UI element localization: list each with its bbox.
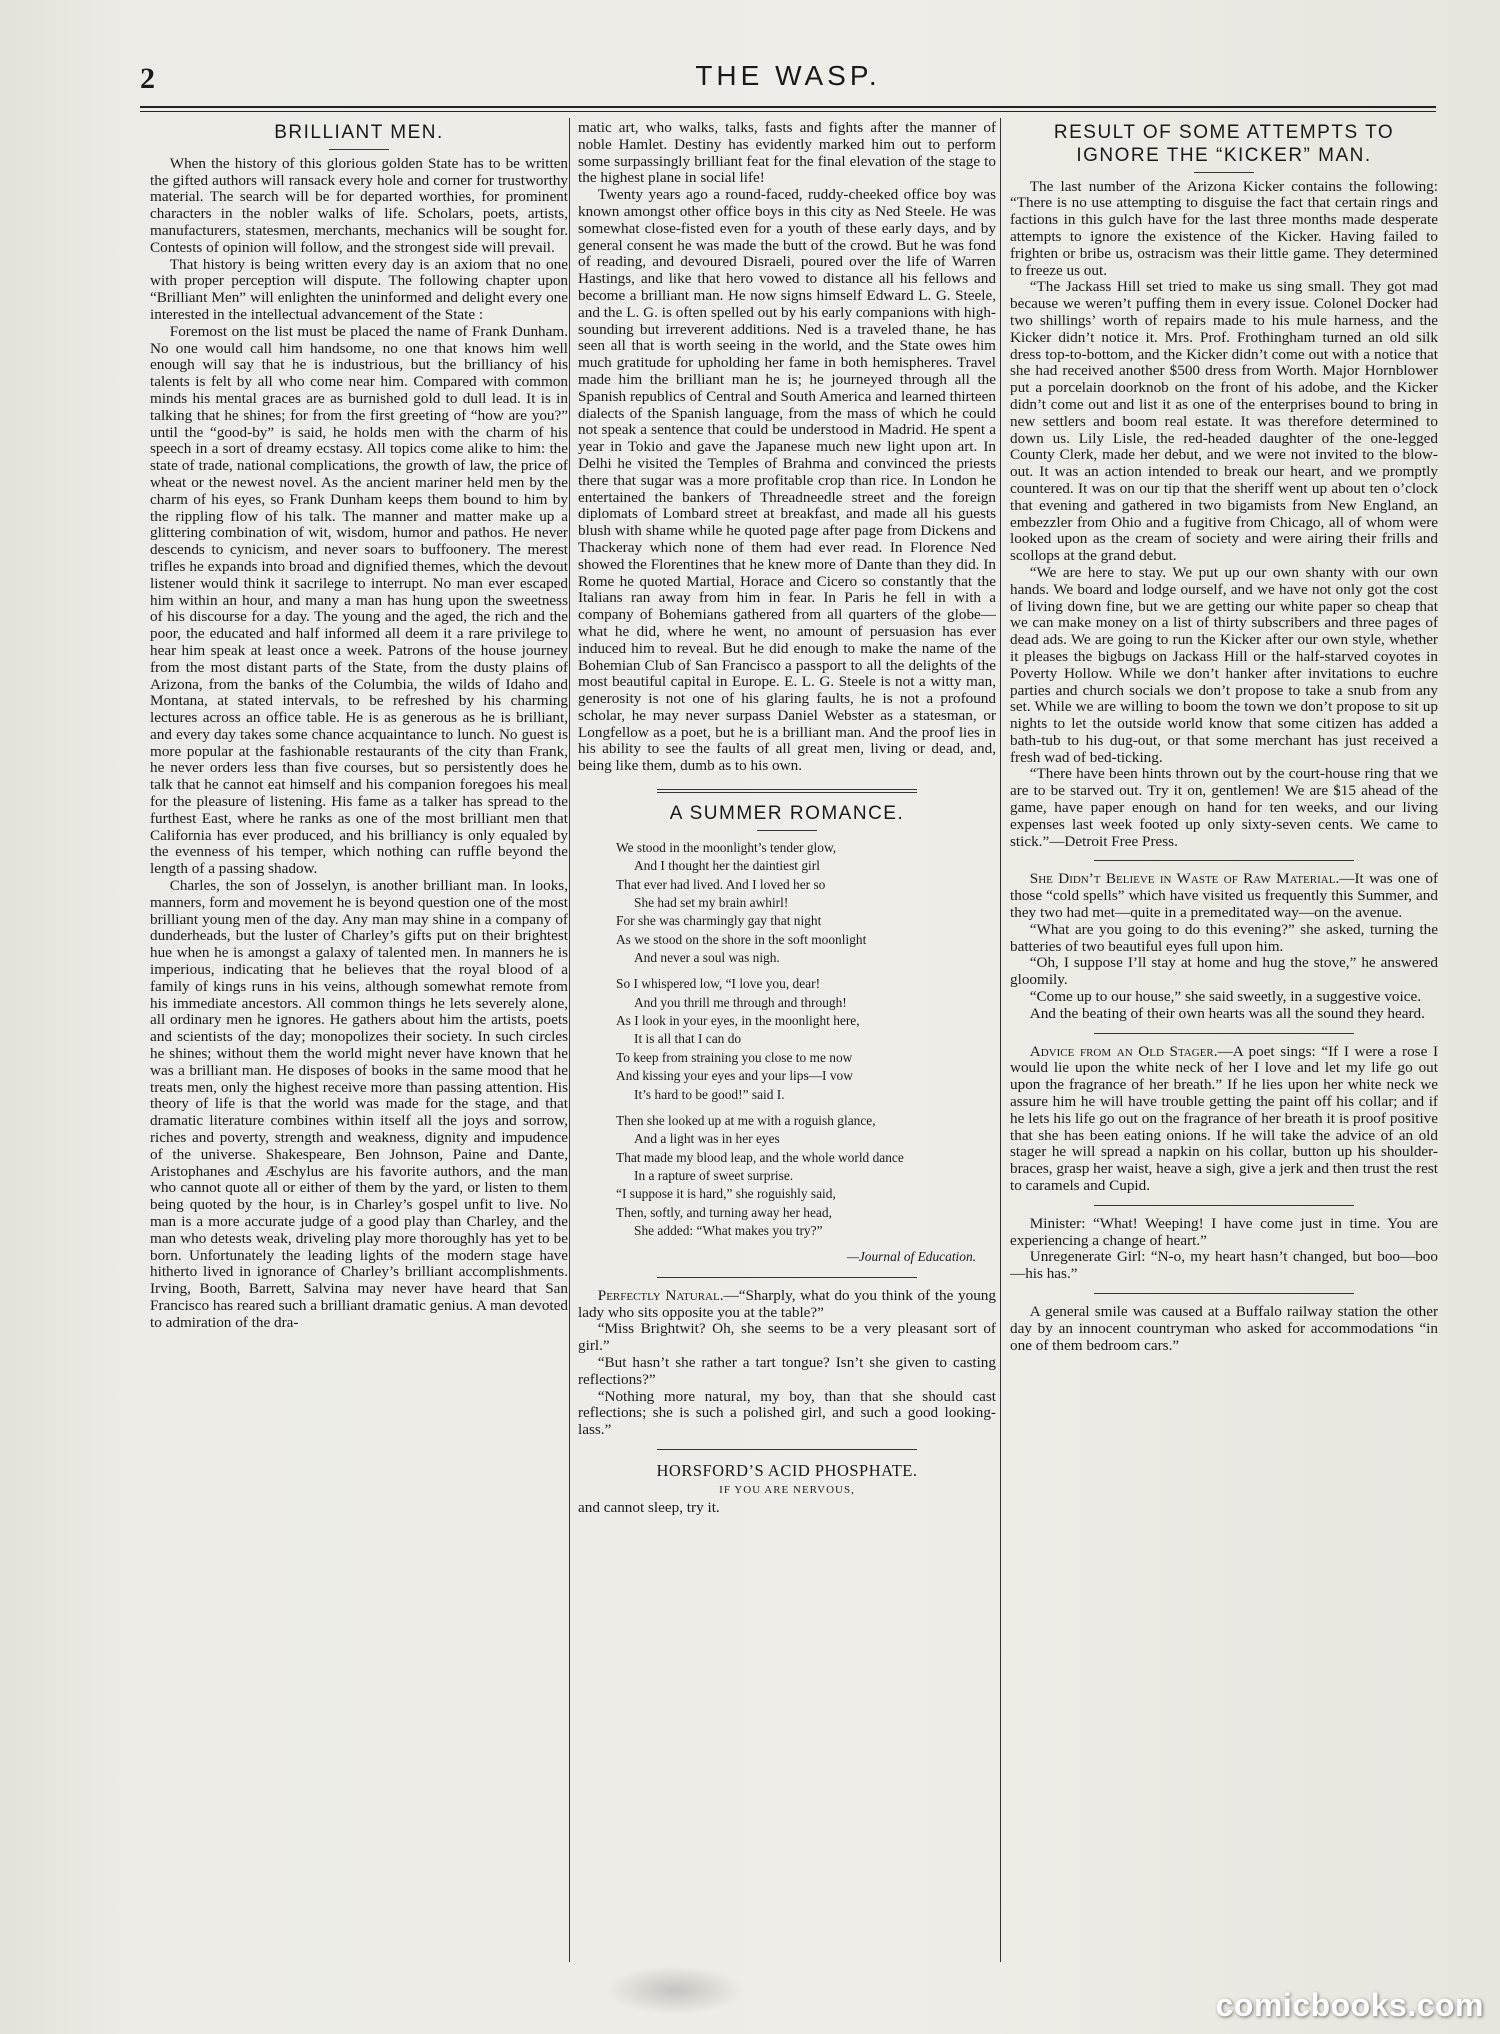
fingerprint-smudge bbox=[605, 1965, 745, 2015]
article-paragraph: Charles, the son of Josselyn, is another brilliant man. In looks, manners, form and movement he is beyond question one of the most brilliant young men of the day. Any man may shine in a company of dunderheads, but the luster of Charley’s gifts put on their brightest hue when he is amongst a galaxy of talented men. In manners he is imperious, indicating that he believes that the royal blood of a family of kings runs in his veins, although somewhat remote from his immediate ancestors. All common things he lets severely alone, all ordinary men he ignores. He gathers about him the artists, poets and scientists of the day; monopolizes their society. In such circles he shines; without them the world might never have known that he was a brilliant man. He disposes of books in the same mood that he treats men, only the highest receive more than passing attention. His theory of life is that the world was made for the stage, and that dramatic literature combines within itself all the joys and sorrow, riches and poverty, strength and weakness, dignity and impudence of the universe. Shakespeare, Ben Johnson, Paine and Dante, Aristophanes and Æschylus are his favorite authors, and the man who cannot quote all or either of them by the yard, or listen to them being quoted by the hour, is in Charley’s gospel unfit to live. No man is a more accurate judge of a good play than Charley, and the man who detests weak, driveling play more thoroughly has yet to be born. Unfortunately the leading lights of the modern stage have hitherto lived in ignorance of Charley’s brilliant accomplishments. Irving, Booth, Barrett, Salvina may never have heard that San Francisco has reared such a brilliant dramatic genius. A man devoted to admiration of the dra- bbox=[150, 877, 568, 1331]
poem-line: And never a soul was nigh. bbox=[634, 950, 780, 966]
page-number: 2 bbox=[140, 62, 155, 95]
article-paragraph: “What are you going to do this evening?” she asked, turning the batteries of two beautiful eyes full upon him. bbox=[1010, 920, 1438, 955]
poem-line: For she was charmingly gay that night bbox=[616, 913, 822, 929]
article-paragraph: “We are here to stay. We put up our own shanty with our own hands. We board and lodge ourself, and we have not only got the cost of living down fine, but we are getting our white paper so cheap that we can make money on a list of thirty subscribers and three pages of dead ads. We are going to run the Kicker after our own style, whether it pleases the bigbugs on Jackass Hill or the half-starved coyotes in Poverty Hollow. While we don’t hanker after invitations to euchre parties and church socials we don’t propose to take a snub from any set. While we are willing to boom the town we don’t propose to sit up nights to let the outside world know that some citizen has added a bath-tub to his dug-out, or that some merchant has just received a fresh wad of bed-ticking. bbox=[1010, 563, 1438, 766]
advertisement-title: HORSFORD’S ACID PHOSPHATE. bbox=[656, 1460, 918, 1480]
section-rule bbox=[1094, 1033, 1354, 1034]
poem-line: As we stood on the shore in the soft moonlight bbox=[616, 931, 867, 947]
poem-line: And a light was in her eyes bbox=[634, 1131, 780, 1147]
poem-line: Then she looked up at me with a roguish glance, bbox=[616, 1112, 876, 1128]
article-paragraph bbox=[578, 1288, 996, 1322]
article-paragraph: “Come up to our house,” she said sweetly, in a suggestive voice. bbox=[1029, 988, 1422, 1006]
article-paragraph: “Nothing more natural, my boy, than that she should cast reflections; she is such a polished girl, and such a good looking-lass.” bbox=[578, 1387, 996, 1439]
title-rule bbox=[1194, 172, 1254, 173]
advertisement-subtitle: IF YOU ARE NERVOUS, bbox=[719, 1484, 855, 1497]
article-title-kicker: RESULT OF SOME ATTEMPTS TO IGNORE THE “KICKER” MAN. bbox=[1053, 122, 1395, 166]
poem-line: That ever had lived. And I loved her so bbox=[616, 876, 826, 892]
article-title-brilliant-men: BRILLIANT MEN. bbox=[274, 122, 444, 143]
article-paragraph bbox=[1010, 1044, 1438, 1195]
poem-line: She had set my brain awhirl! bbox=[634, 894, 789, 910]
article-paragraph bbox=[1010, 871, 1438, 921]
column-right bbox=[1010, 120, 1438, 1964]
item-text: —“Sharply, what do you think of the young lady who sits opposite you at the table?” bbox=[578, 1286, 996, 1321]
poem-line: In a rapture of sweet surprise. bbox=[634, 1167, 794, 1183]
section-rule bbox=[1094, 1293, 1354, 1294]
item-heading: She Didn’t Believe in Waste of Raw Material. bbox=[1029, 870, 1340, 888]
header-rule bbox=[140, 106, 1436, 112]
section-rule bbox=[657, 789, 917, 793]
column-divider bbox=[1000, 118, 1001, 1962]
masthead: THE WASP. bbox=[695, 60, 881, 91]
article-paragraph: Unregenerate Girl: “N-o, my heart hasn’t changed, but boo—boo—his has.” bbox=[1010, 1248, 1438, 1283]
article-paragraph: “Oh, I suppose I’ll stay at home and hug the stove,” he answered gloomily. bbox=[1010, 954, 1438, 989]
poem-line: So I whispered low, “I love you, dear! bbox=[616, 976, 821, 992]
section-rule bbox=[1094, 1205, 1354, 1206]
title-rule bbox=[757, 830, 817, 831]
article-paragraph: That history is being written every day is an axiom that no one with proper perception will dispute. The following chapter upon “Brilliant Men” will enlighten the uninformed and delight every one interested in the intellectual advancement of the State : bbox=[150, 255, 568, 323]
article-paragraph: The last number of the Arizona Kicker contains the following: “There is no use attempting to disguise the fact that certain rings and factions in this gulch have for the last three months made desperate attempts to ignore the existence of the Kicker. Having failed to frighten or bribe us, ostracism was their little game. They determined to freeze us out. bbox=[1010, 177, 1438, 279]
poem-line: That made my blood leap, and the whole world dance bbox=[616, 1149, 904, 1165]
poem-line: And I thought her the daintiest girl bbox=[634, 858, 820, 874]
poem-line: And you thrill me through and through! bbox=[634, 994, 847, 1010]
article-paragraph: Minister: “What! Weeping! I have come just in time. You are experiencing a change of heart.” bbox=[1010, 1214, 1438, 1249]
watermark: comicbooks.com bbox=[1215, 1987, 1484, 2023]
column-middle bbox=[578, 120, 996, 1964]
poem-title: A SUMMER ROMANCE. bbox=[669, 803, 905, 825]
item-heading: Perfectly Natural. bbox=[597, 1286, 724, 1304]
poem-attribution: —Journal of Education. bbox=[846, 1249, 976, 1265]
column-left bbox=[150, 120, 568, 1964]
poem-line: “I suppose it is hard,” she roguishly said, bbox=[616, 1186, 836, 1202]
poem-line: We stood in the moonlight’s tender glow, bbox=[616, 839, 837, 855]
poem-line: Then, softly, and turning away her head, bbox=[616, 1204, 832, 1220]
poem-stanza bbox=[616, 839, 996, 968]
item-text: —It was one of those “cold spells” which have visited us frequently this Summer, and they two had met—quite in a premeditated way—on the avenue. bbox=[1010, 870, 1438, 922]
poem-line: It is all that I can do bbox=[634, 1031, 742, 1047]
article-paragraph: “There have been hints thrown out by the court-house ring that we are to be starved out. Try it on, gentlemen! We are $15 ahead of the game, have paper enough on hand for ten weeks, and our living expenses last week footed up only sixty-seven cents. We came to stick.”—Detroit Free Press. bbox=[1010, 765, 1438, 850]
title-rule bbox=[329, 149, 389, 150]
article-paragraph: “The Jackass Hill set tried to make us sing small. They got mad because we weren’t puffing them in every issue. Colonel Docker had two shillings’ worth of repairs made to his mule harness, and the Kicker didn’t notice it. Mrs. Prof. Frothingham turned an old silk dress top-to-bottom, and the Kicker didn’t come out with a notice that she had received another $500 dress from Worth. Major Hornblower put a porcelain doorknob on the front of his adobe, and the Kicker didn’t come out and list it as one of the enterprises bound to bring in new settlers and boom real estate. It was therefore determined to down us. Lily Lisle, the red-headed daughter of the one-legged County Clerk, made her debut, and we were not invited to the blow-out. It was an action intended to break our heart, and we promptly countered. It was on our tip that the sheriff went up about ten o’clock that evening and gathered in two bigamists from New England, an embezzler from Ohio and a fugitive from Chicago, all of whom were looked upon as the cream of society and were airing their frills and scollops at the grand debut. bbox=[1010, 278, 1438, 565]
advertisement-line: and cannot sleep, try it. bbox=[578, 1499, 720, 1517]
article-paragraph: Foremost on the list must be placed the name of Frank Dunham. No one would call him handsome, no one that knows him well enough will say that he is industrious, but the brilliancy of his talents is felt by all who come near him. Compared with common minds his mental graces are as burnished gold to dull lead. It is in talking that he shines; for from the first greeting of “how are you?” until the “good-by” is said, he holds men with the charm of his speech in a sort of dreamy ecstasy. All topics come alike to him: the state of trade, national complications, the growth of law, the price of wheat or the newest novel. As the ancient mariner held men by the charm of his eyes, so Frank Dunham keeps them bound to him by the rippling flow of his talk. The manner and matter make up a glittering combination of wit, wisdom, humor and pathos. He never descends to cynicism, and never soars to buffoonery. The merest trifles he expands into broad and dignified themes, which the devout listener would think it sacrilege to interrupt. No man ever escaped him within an hour, and many a man has hung upon the sweetness of his discourse for a day. The young and the aged, the rich and the poor, the educated and half informed all deem it a rare privilege to hear him speak at least once a week. Patrons of the house journey from the most distant parts of the State, from the dusty plains of Arizona, from the banks of the Columbia, the wilds of Idaho and Montana, at stated intervals, to be refreshed by his charming lectures across an office table. He is as generous as he is brilliant, and every day takes some chance acquaintance to lunch. No guest is more popular at the fashionable restaurants of the city than Frank, he never orders less than five courses, but so persistently does he talk that he cannot eat himself and his companion foregoes his meal for the pleasure of listening. His fame as a talker has spread to the furthest East, where he ranks as one of the most brilliant men that California has ever produced, and his brilliancy is only equaled by the evenness of his temper, which nothing can ruffle beyond the length of a passing shadow. bbox=[150, 322, 568, 878]
section-rule bbox=[1094, 860, 1354, 861]
section-rule bbox=[657, 1449, 917, 1450]
poem-stanza bbox=[616, 975, 996, 1104]
article-paragraph: And the beating of their own hearts was all the sound they heard. bbox=[1029, 1004, 1425, 1022]
article-paragraph: When the history of this glorious golden State has to be written the gifted authors will ransack every hole and corner for trustworthy material. The search will be for departed worthies, for prominent characters in the nobler walks of life. Scholars, poets, artists, manufacturers, statesmen, merchants, mechanics will be sought for. Contests of opinion will follow, and the strongest side will prevail. bbox=[150, 154, 568, 256]
poem bbox=[616, 839, 996, 1267]
poem-line: To keep from straining you close to me now bbox=[616, 1049, 853, 1065]
item-text: —A poet sings: “If I were a rose I would lie upon the white neck of her I love and let my life go out upon the fragrance of her breath.” If he lies upon her white neck we assure him he will have trouble getting the paint off his collar; and if he lets his life go out on the fragrance of her breath it is proof positive that she has been eating onions. If he will take the advice of an old stager he will spread a napkin on his collar, button up his shoulder-braces, grasp her waist, heave a sigh, give a jerk and then trust the rest to caramels and Cupid. bbox=[1010, 1042, 1438, 1195]
article-paragraph: A general smile was caused at a Buffalo railway station the other day by an innocent countryman who asked for accommodations “in one of them bedroom cars.” bbox=[1010, 1303, 1438, 1354]
article-paragraph: “Miss Brightwit? Oh, she seems to be a very pleasant sort of girl.” bbox=[578, 1320, 996, 1355]
poem-line: It’s hard to be good!” said I. bbox=[634, 1086, 785, 1102]
article-paragraph: Twenty years ago a round-faced, ruddy-cheeked office boy was known amongst other office boys in this city as Ned Steele. He was somewhat close-fisted even for a youth of these early days, and by general consent he was made the butt of the crowd. But he was fond of reading, and devoured Disraeli, poured over the life of Warren Hastings, and like that hero vowed to distance all his fellows and become a brilliant man. He now signs himself Edward L. G. Steele, and the L. G. is often spelled out by his early companions with high-sounding but irreverent additions. Ned is a traveled thane, he has seen all that is worth seeing in the world, and the State owes him much gratitude for upholding her fame in both hemispheres. Travel made him the brilliant man he is; he journeyed through all the Spanish republics of Central and South America and learned thirteen dialects of the Spanish language, from the mass of which he could not speak a sentence that could be understood in Madrid. He spent a year in Tokio and gave the Japanese much new light upon art. In Delhi he visited the Temples of Brahma and convinced the priests there that sugar was a more profitable crop than rice. In London he entertained the bankers of Threadneedle street and the foreign diplomats of Lombard street at breakfast, and made all his guests blush with shame while he quoted page after page from Dickens and Thackeray which none of them had ever read. In Florence Ned showed the Florentines that he knew more of Dante than they did. In Rome he quoted Martial, Horace and Cicero so constantly that the Italians ran away from him in fear. In Paris he fell in with a company of Bohemians gathered from all quarters of the globe—what he did, where he went, no amount of persuasion has ever induced him to reveal. But he did enough to make the name of the Bohemian Club of San Francisco a passport to all the delights of the most beautiful capital in Europe. E. L. G. Steele is not a witty man, generosity is not one of his glaring faults, he is not a profound scholar, he may never surpass Daniel Webster as a statesman, or Longfellow as a poet, but he is a brilliant man. And the proof lies in his ability to see the faults of all great men, living or dead, and, being like them, dumb as to his own. bbox=[578, 186, 996, 775]
article-paragraph: matic art, who walks, talks, fasts and fights after the manner of noble Hamlet. Destiny has evidently marked him out to perform some surpassingly brilliant feat for the final elevation of the stage to the highest plane in social life! bbox=[578, 120, 996, 187]
column-divider bbox=[569, 118, 570, 1962]
page-header bbox=[140, 58, 1436, 98]
section-rule bbox=[657, 1277, 917, 1278]
item-heading: Advice from an Old Stager. bbox=[1029, 1042, 1218, 1060]
article-paragraph: “But hasn’t she rather a tart tongue? Isn’t she given to casting reflections?” bbox=[578, 1353, 996, 1388]
poem-line: She added: “What makes you try?” bbox=[634, 1223, 823, 1239]
poem-line: And kissing your eyes and your lips—I vow bbox=[616, 1068, 853, 1084]
poem-stanza bbox=[616, 1112, 996, 1241]
poem-line: As I look in your eyes, in the moonlight here, bbox=[616, 1013, 860, 1029]
